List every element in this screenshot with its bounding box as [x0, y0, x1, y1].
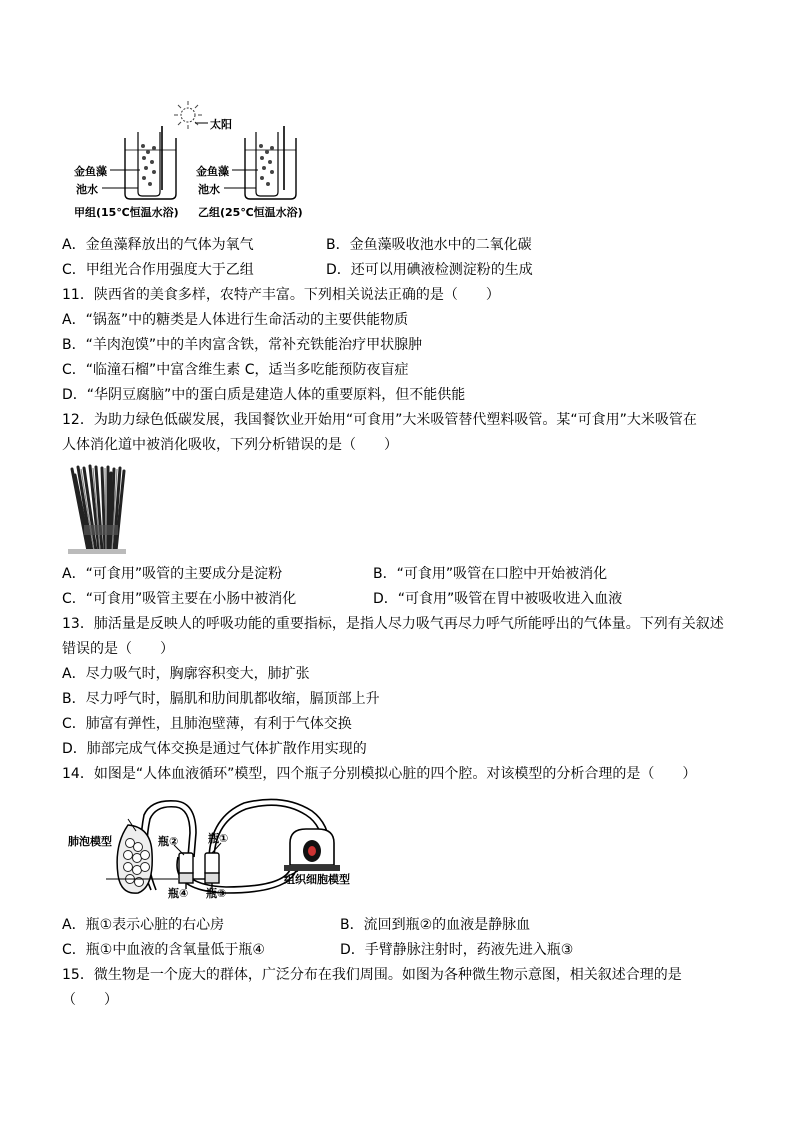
- left-group-caption: 甲组(15℃恒温水浴): [74, 206, 179, 219]
- sun-icon: [174, 101, 202, 129]
- q12-option-b: B．“可食用”吸管在口腔中开始被消化: [373, 566, 608, 582]
- q13-stem-line1: 13．肺活量是反映人的呼吸功能的重要指标，是指人尽力吸气再尽力呼气所能呼出的气体量。下列有关叙述: [62, 616, 724, 632]
- q11-option-a: A．“锅盔”中的糖类是人体进行生命活动的主要供能物质: [62, 312, 409, 328]
- left-plant-label: 金鱼藻: [74, 165, 107, 178]
- right-group-caption: 乙组(25℃恒温水浴): [198, 206, 303, 219]
- q14-option-b: B．流回到瓶②的血液是静脉血: [340, 917, 531, 933]
- photosynthesis-experiment-figure: [70, 98, 320, 220]
- bottle-1-label: 瓶①: [208, 832, 229, 845]
- q11-option-b: B．“羊肉泡馍”中的羊肉富含铁，常补充铁能治疗甲状腺肿: [62, 337, 423, 353]
- q12-option-a: A．“可食用”吸管的主要成分是淀粉: [62, 566, 283, 582]
- q12-stem-line2: 人体消化道中被消化吸收，下列分析错误的是（ ）: [62, 437, 398, 453]
- heart-bottles: [179, 853, 219, 889]
- q15-stem-line2: （ ）: [62, 992, 118, 1008]
- q11-option-c: C．“临潼石榴”中富含维生素 C，适当多吃能预防夜盲症: [62, 362, 409, 378]
- q15-stem-line1: 15．微生物是一个庞大的群体，广泛分布在我们周围。如图为各种微生物示意图，相关叙述合理的是: [62, 967, 682, 983]
- left-water-label: 池水: [76, 183, 98, 196]
- alveolus-model-label: 肺泡模型: [68, 835, 112, 848]
- q13-option-a: A．尽力吸气时，胸廓容积变大，肺扩张: [62, 666, 310, 682]
- q11-option-d: D．“华阴豆腐脑”中的蛋白质是建造人体的重要原料，但不能供能: [62, 387, 466, 403]
- q13-option-c: C．肺富有弹性，且肺泡壁薄，有利于气体交换: [62, 716, 352, 732]
- q12-option-c: C．“可食用”吸管主要在小肠中被消化: [62, 591, 297, 607]
- sun-label: 太阳: [210, 118, 232, 131]
- alveolus-model: [117, 825, 152, 893]
- bottle-4-label: 瓶④: [168, 887, 189, 900]
- q10-option-b: B．金鱼藻吸收池水中的二氧化碳: [326, 237, 532, 253]
- bottle-3-label: 瓶③: [206, 887, 227, 900]
- tissue-cell-model: [284, 829, 340, 871]
- q10-option-d: D．还可以用碘液检测淀粉的生成: [326, 262, 533, 278]
- q14-option-a: A．瓶①表示心脏的右心房: [62, 917, 225, 933]
- q11-stem: 11．陕西省的美食多样，农特产丰富。下列相关说法正确的是（ ）: [62, 287, 500, 303]
- q13-stem-line2: 错误的是（ ）: [62, 641, 174, 657]
- q10-option-a: A．金鱼藻释放出的气体为氧气: [62, 237, 254, 253]
- rice-straw-drawing: [66, 463, 128, 555]
- q13-option-b: B．尽力呼气时，膈肌和肋间肌都收缩，膈顶部上升: [62, 691, 380, 707]
- right-water-label: 池水: [198, 183, 220, 196]
- q12-stem-line1: 12．为助力绿色低碳发展，我国餐饮业开始用“可食用”大米吸管替代塑料吸管。某“可食用”大米吸管在: [62, 412, 697, 428]
- q14-option-d: D．手臂静脉注射时，药液先进入瓶③: [340, 942, 574, 958]
- q14-option-c: C．瓶①中血液的含氧量低于瓶④: [62, 942, 265, 958]
- bottle-2-label: 瓶②: [158, 835, 179, 848]
- right-plant-label: 金鱼藻: [196, 165, 229, 178]
- q12-option-d: D．“可食用”吸管在胃中被吸收进入血液: [373, 591, 623, 607]
- rice-straw-bundle-image: [66, 463, 128, 555]
- blood-circulation-model-figure: [66, 795, 376, 900]
- q10-option-c: C．甲组光合作用强度大于乙组: [62, 262, 254, 278]
- q13-option-d: D．肺部完成气体交换是通过气体扩散作用实现的: [62, 741, 367, 757]
- q14-stem: 14．如图是“人体血液循环”模型，四个瓶子分别模拟心脏的四个腔。对该模型的分析合理的是（ ）: [62, 766, 697, 782]
- tissue-cell-model-label: 组织细胞模型: [284, 873, 350, 886]
- beaker-setup-drawing: [70, 98, 320, 220]
